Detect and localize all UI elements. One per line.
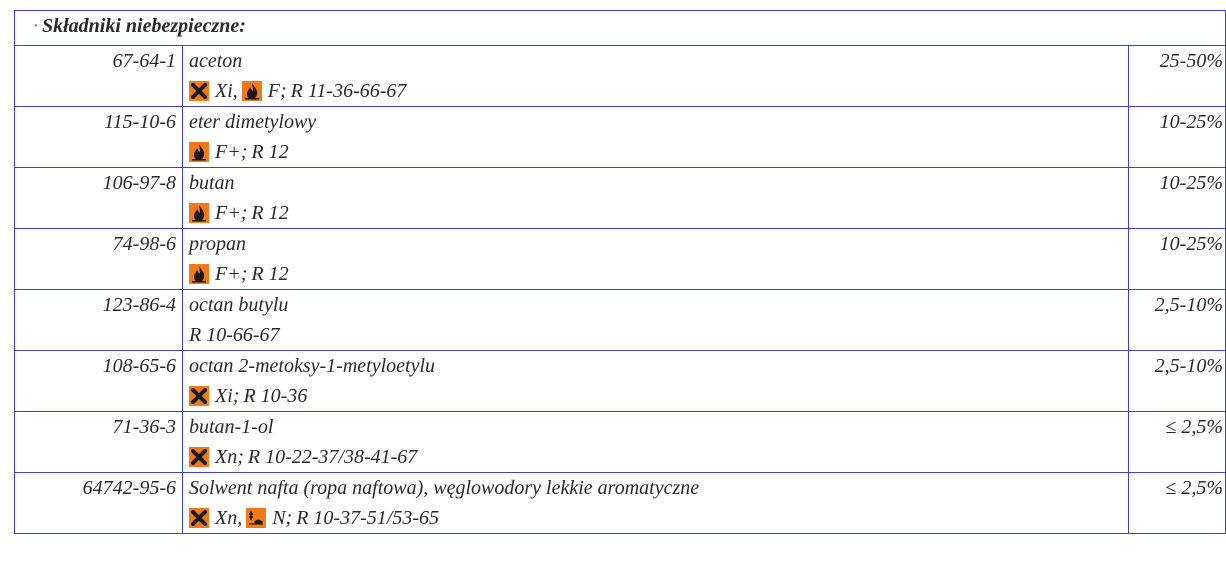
ingredient-name: octan 2-metoksy-1-metyloetylu [189,355,436,377]
cas-number: 123-86-4 [15,290,183,351]
concentration: 2,5-10% [1129,290,1226,351]
concentration: 10-25% [1129,229,1226,290]
flame-icon [189,203,209,223]
risk-phrases: R 12 [251,202,289,224]
hazard-classification [189,76,1122,106]
risk-phrases: R 11-36-66-67 [290,80,407,102]
risk-phrases: R 10-22-37/38-41-67 [247,446,418,468]
concentration: 25-50% [1129,46,1226,107]
section-title: Składniki niebezpieczne: [42,15,246,37]
hazard-code: F; [267,80,287,102]
flame-icon [189,142,209,162]
ingredients-table [14,10,1226,534]
ingredient-row [15,412,1226,473]
concentration: 2,5-10% [1129,351,1226,412]
cas-number: 106-97-8 [15,168,183,229]
ingredient-details [183,46,1129,107]
cas-number: 74-98-6 [15,229,183,290]
cas-number: 108-65-6 [15,351,183,412]
ingredient-row [15,473,1226,534]
risk-phrases: R 12 [251,141,289,163]
hazard-code: Xn, [215,507,243,529]
environment-icon [246,508,266,528]
ingredient-name: eter dimetylowy [189,111,317,133]
harmful-cross-icon [189,81,209,101]
hazard-code: F+; [215,141,248,163]
hazard-code: Xn; [215,446,244,468]
hazard-code: F+; [215,263,248,285]
cas-number: 115-10-6 [15,107,183,168]
ingredient-name: aceton [189,50,243,72]
hazard-classification [189,259,1122,289]
ingredient-details [183,168,1129,229]
section-heading [15,11,1226,46]
concentration: ≤ 2,5% [1129,473,1226,534]
cas-number: 67-64-1 [15,46,183,107]
concentration: ≤ 2,5% [1129,412,1226,473]
flame-icon [189,264,209,284]
ingredient-details [183,412,1129,473]
harmful-cross-icon [189,508,209,528]
section-bullet: · [33,15,38,37]
risk-phrases: R 10-36 [243,385,308,407]
risk-phrases: R 10-37-51/53-65 [296,507,439,529]
ingredient-name: butan [189,172,235,194]
hazard-code: N; [272,507,293,529]
harmful-cross-icon [189,447,209,467]
hazard-code: Xi; [215,385,240,407]
hazard-code: F+; [215,202,248,224]
ingredient-name: butan-1-ol [189,416,274,438]
concentration: 10-25% [1129,168,1226,229]
ingredient-row [15,351,1226,412]
ingredient-row [15,107,1226,168]
ingredient-row [15,168,1226,229]
ingredient-name: octan butylu [189,294,289,316]
hazard-classification [189,442,1122,472]
ingredient-details [183,290,1129,351]
ingredient-row [15,229,1226,290]
hazard-classification [189,198,1122,228]
ingredient-row [15,290,1226,351]
risk-phrases: R 12 [251,263,289,285]
flame-icon [242,81,262,101]
ingredient-details [183,351,1129,412]
ingredient-row [15,46,1226,107]
ingredient-details [183,229,1129,290]
concentration: 10-25% [1129,107,1226,168]
hazard-code: Xi, [215,80,238,102]
hazard-classification [189,137,1122,167]
hazard-classification [189,381,1122,411]
ingredient-name: Solwent nafta (ropa naftowa), węglowodory lekkie aromatyczne [189,477,700,499]
cas-number: 64742-95-6 [15,473,183,534]
ingredient-details [183,107,1129,168]
ingredient-details [183,473,1129,534]
hazard-classification [189,320,1122,350]
risk-phrases: R 10-66-67 [189,324,280,346]
hazard-classification [189,503,1122,533]
ingredient-name: propan [189,233,247,255]
cas-number: 71-36-3 [15,412,183,473]
harmful-cross-icon [189,386,209,406]
